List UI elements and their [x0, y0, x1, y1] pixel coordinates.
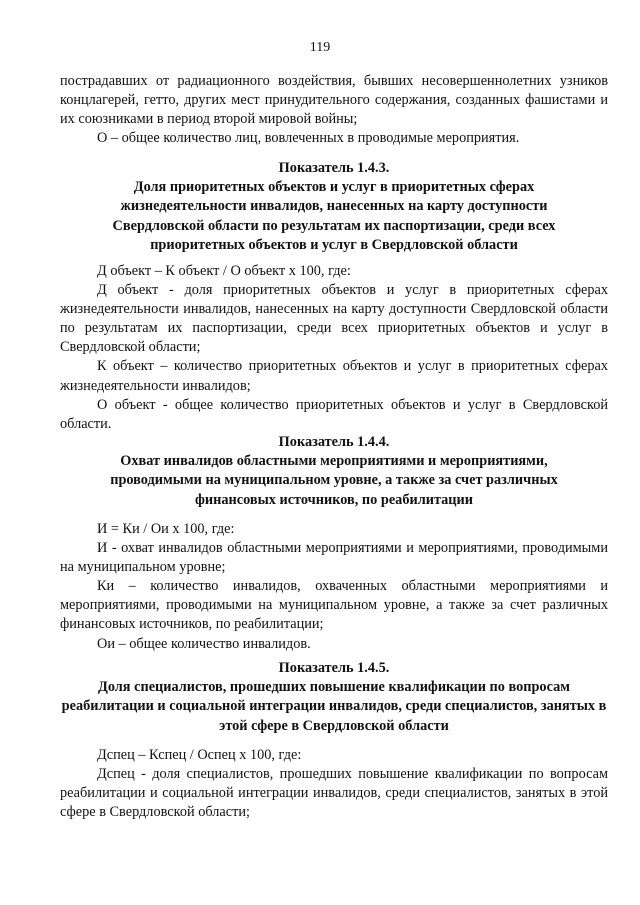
indicator-1-4-4-def-i: И - охват инвалидов областными мероприятиями и мероприятиями, проводимыми на муниципальном уровне; [60, 540, 608, 576]
indicator-1-4-5-heading: Показатель 1.4.5. [278, 660, 390, 676]
indicator-1-4-3-formula: Д объект – К объект / О объект х 100, где: [97, 263, 351, 279]
indicator-1-4-4-formula: И = Ки / Ои х 100, где: [97, 521, 235, 537]
indicator-1-4-3-title: Доля приоритетных объектов и услуг в приоритетных сферах жизнедеятельности инвалидов, нанесенных на карту доступности Свердловской области по результатам их паспортизации, среди всех приоритетных объектов и услуг в Свердловской области [112, 179, 556, 253]
intro-definition-o: О – общее количество лиц, вовлеченных в проводимые мероприятия. [97, 130, 520, 147]
intro-paragraph: пострадавших от радиационного воздействия, бывших несовершеннолетних узников концлагерей, гетто, других мест принудительного содержания, созданных фашистами и их союзниками в период второй мировой войны; [60, 73, 608, 128]
indicator-1-4-5-def-dspec: Дспец - доля специалистов, прошедших повышение квалификации по вопросам реабилитации и социальной интеграции инвалидов, среди специалистов, занятых в этой сфере в Свердловской области; [60, 766, 608, 821]
indicator-1-4-3-def-k: К объект – количество приоритетных объектов и услуг в приоритетных сферах жизнедеятельности инвалидов; [60, 358, 608, 394]
indicator-1-4-3-body [60, 262, 608, 434]
indicator-1-4-3-heading: Показатель 1.4.3. [278, 160, 390, 176]
indicator-1-4-5-title: Доля специалистов, прошедших повышение квалификации по вопросам реабилитации и социальной интеграции инвалидов, среди специалистов, занятых в этой сфере в Свердловской области [61, 679, 607, 734]
indicator-1-4-4-heading: Показатель 1.4.4. [278, 434, 390, 450]
indicator-1-4-5-formula: Дспец – Кспец / Оспец х 100, где: [97, 747, 302, 763]
indicator-1-4-4-title: Охват инвалидов областными мероприятиями и мероприятиями, проводимыми на муниципальном уровне, а также за счет различных финансовых источников, по реабилитации [110, 453, 558, 508]
indicator-1-4-4-body [60, 520, 608, 654]
indicator-1-4-3-def-o: О объект - общее количество приоритетных объектов и услуг в Свердловской области. [60, 396, 608, 432]
indicator-1-4-5-body [60, 746, 608, 822]
indicator-1-4-4-def-ki: Ки – количество инвалидов, охваченных областными мероприятиями и мероприятиями, проводимыми на муниципальном уровне, а также за счет различных финансовых источников, по реабилитации; [60, 578, 608, 633]
indicator-1-4-3-def-d: Д объект - доля приоритетных объектов и услуг в приоритетных сферах жизнедеятельности инвалидов, нанесенных на карту доступности Свердловской области по результатам их паспортизации, среди всех приоритетных объектов и услуг в Свердловской области; [60, 282, 608, 356]
intro-block [60, 72, 608, 148]
indicator-1-4-4-def-oi: Ои – общее количество инвалидов. [97, 635, 311, 652]
page-number: 119 [309, 40, 331, 55]
